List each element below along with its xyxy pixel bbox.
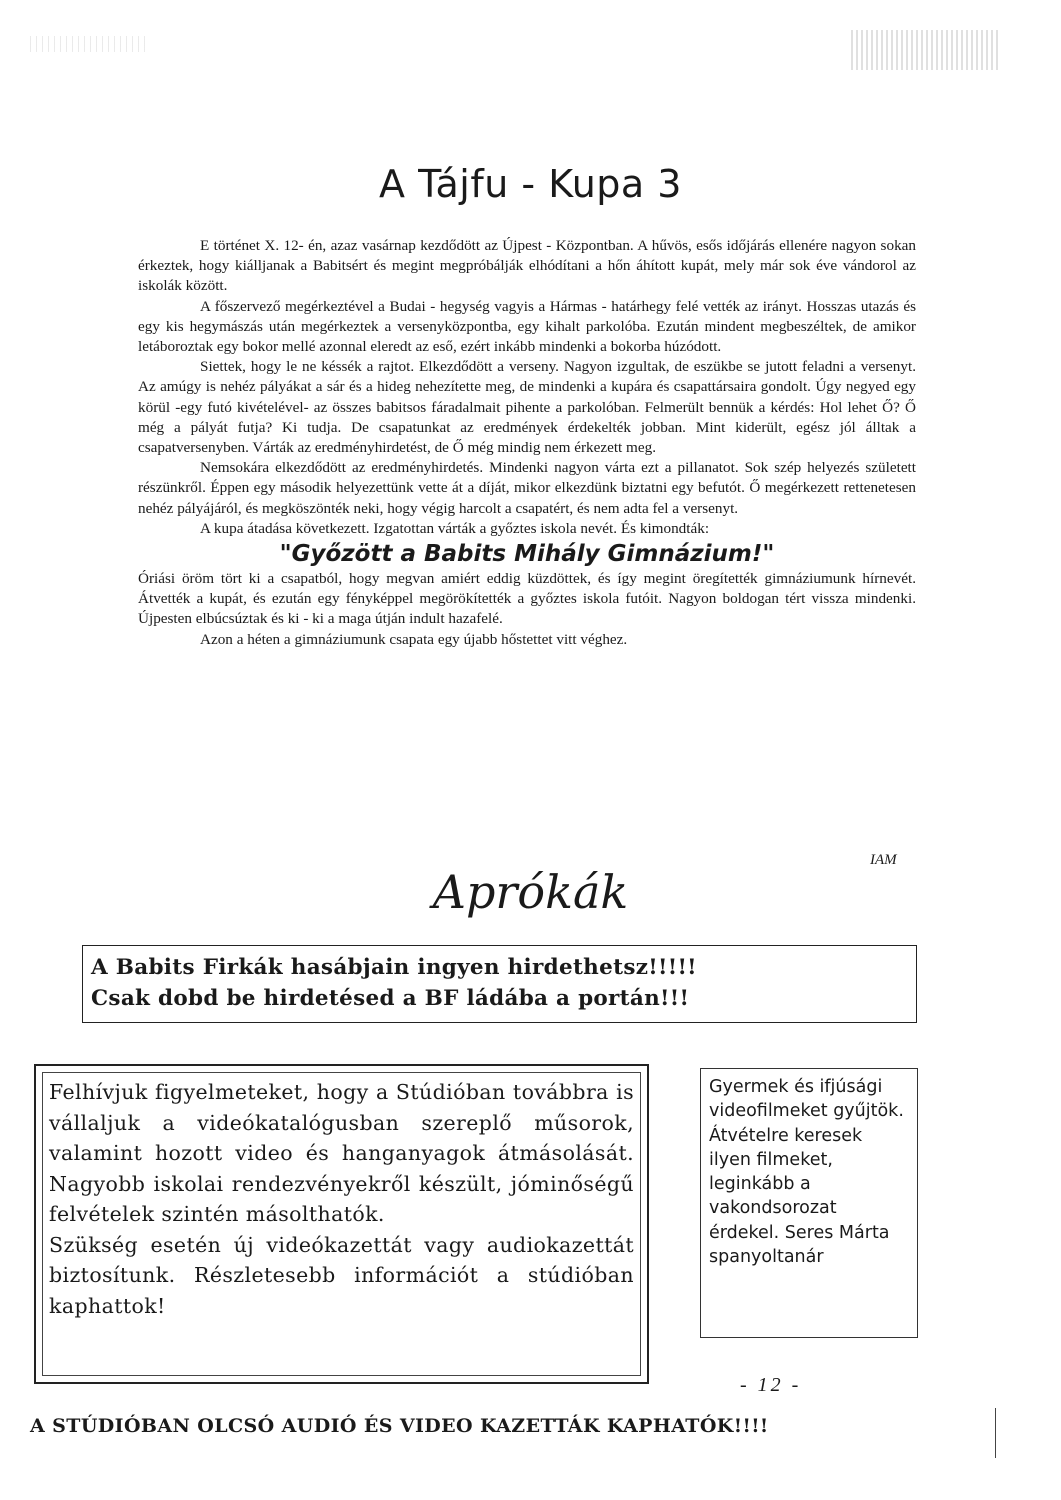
article-closing: Azon a héten a gimnáziumunk csapata egy újabb hőstettet vitt véghez. bbox=[200, 630, 628, 648]
author-signature: IAM bbox=[870, 852, 897, 868]
wanted-ad-box: Gyermek és ifjúsági videofilmeket gyűjtök. Átvételre keresek ilyen filmeket, leginkább a vakondsorozat érdekel. Seres Márta spanyoltanár bbox=[700, 1068, 918, 1338]
article-body bbox=[138, 236, 916, 650]
victory-slogan: "Győzött a Babits Mihály Gimnázium!" bbox=[279, 541, 775, 568]
article-paragraph: A kupa átadása következett. Izgatottan várták a győztes iskola nevét. És kimondták: bbox=[200, 519, 710, 537]
article-paragraph: Óriási öröm tört ki a csapatból, hogy megvan amiért eddig küzdöttek, és így megint öregítették gimnáziumunk hírnevét. Átvették a kupát, és ezután egy fényképpel megörökítették a győztes iskola futóit. Nagyon boldogan tért vissza mindenki. Újpesten elbúcsúztak és ki - ki a maga útján indult hazafelé. bbox=[138, 570, 916, 628]
article-paragraph: A főszervező megérkeztével a Budai - hegység vagyis a Hármas - határhegy felé vették az irányt. Hosszas utazás és egy kis hegymászás után megérkeztek a versenyközpontba, egy kihalt parkolóba. Ezután mindent megbeszéltek, de amikor letáboroztak egy bokor mellé azonnal eleredt az eső, ezért inkább mindenki a bokorba húzódott. bbox=[138, 297, 916, 356]
article-paragraph: Siettek, hogy le ne késsék a rajtot. Elkezdődött a verseny. Nagyon izgultak, de eszükbe se jutott feladni a versenyt. Az amúgy is nehéz pályákat a sár és a hideg nehezítette meg, de mindenki a kupára és csapattársaira gondolt. Úgy negyed egy körül -egy futó kivételével- az összes babitsos fáradalmait pihente a parkolóban. Felmerült bennük a kérdés: Hol lehet Ő? Ő még a pályát futja? Ki tudja. De csapatunkat az eredmények érdekelték jobban. Mint kiderült, egész jól álltak a csapatversenyben. Várták az eredményhirdetést, de Ő még mindig nem érkezett meg. bbox=[138, 358, 916, 457]
studio-ad-paragraph: Felhívjuk figyelmeteket, hogy a Stúdióban továbbra is vállaljuk a videókatalógusban szereplő műsorok, valamint hozott video és hanganyagok átmásolását. Nagyobb iskolai rendezvényekről készült, jóminőségű felvételek szintén másolthatók. bbox=[49, 1080, 634, 1226]
free-ad-line: Csak dobd be hirdetésed a BF ládába a portán!!! bbox=[91, 986, 690, 1011]
free-ad-line: A Babits Firkák hasábjain ingyen hirdethetsz!!!!! bbox=[91, 955, 697, 980]
studio-ad-paragraph: Szükség esetén új videókazettát vagy audiokazettát biztosítunk. Részletesebb információt a stúdióban kaphattok! bbox=[49, 1232, 634, 1318]
scan-artifact bbox=[851, 30, 1001, 70]
scan-artifact bbox=[30, 36, 150, 52]
article-paragraph: E történet X. 12- én, azaz vasárnap kezdődött az Újpest - Központban. A hűvös, esős időjárás ellenére nagyon sokan érkeztek, hogy kiálljanak a Babitsért és megint megpróbálják elhódítani a hőn áhított kupát, mely már sok éve vándorol az iskolák között. bbox=[138, 237, 916, 295]
page-number: - 12 - bbox=[740, 1374, 802, 1396]
article-title: A Tájfu - Kupa 3 bbox=[379, 162, 682, 206]
free-ad-box bbox=[82, 945, 917, 1023]
studio-ad-box bbox=[34, 1064, 649, 1384]
bottom-banner: A STÚDIÓBAN OLCSÓ AUDIÓ ÉS VIDEO KAZETTÁK KAPHATÓK!!!! bbox=[30, 1415, 769, 1437]
studio-ad-text bbox=[42, 1072, 641, 1376]
classifieds-heading: Aprókák bbox=[432, 865, 629, 919]
article-paragraph: Nemsokára elkezdődött az eredményhirdetés. Mindenki nagyon várta ezt a pillanatot. Sok szép helyezés született részünkről. Éppen egy második helyezettünk vette át a díját, mikor elkezdünk biztatni egy befutót. Ő megérkezett rettenetesen nehéz pályájáról, és megköszönték neki, hogy végig harcolt a csapatért, és nem adta fel a versenyt. bbox=[138, 459, 916, 517]
